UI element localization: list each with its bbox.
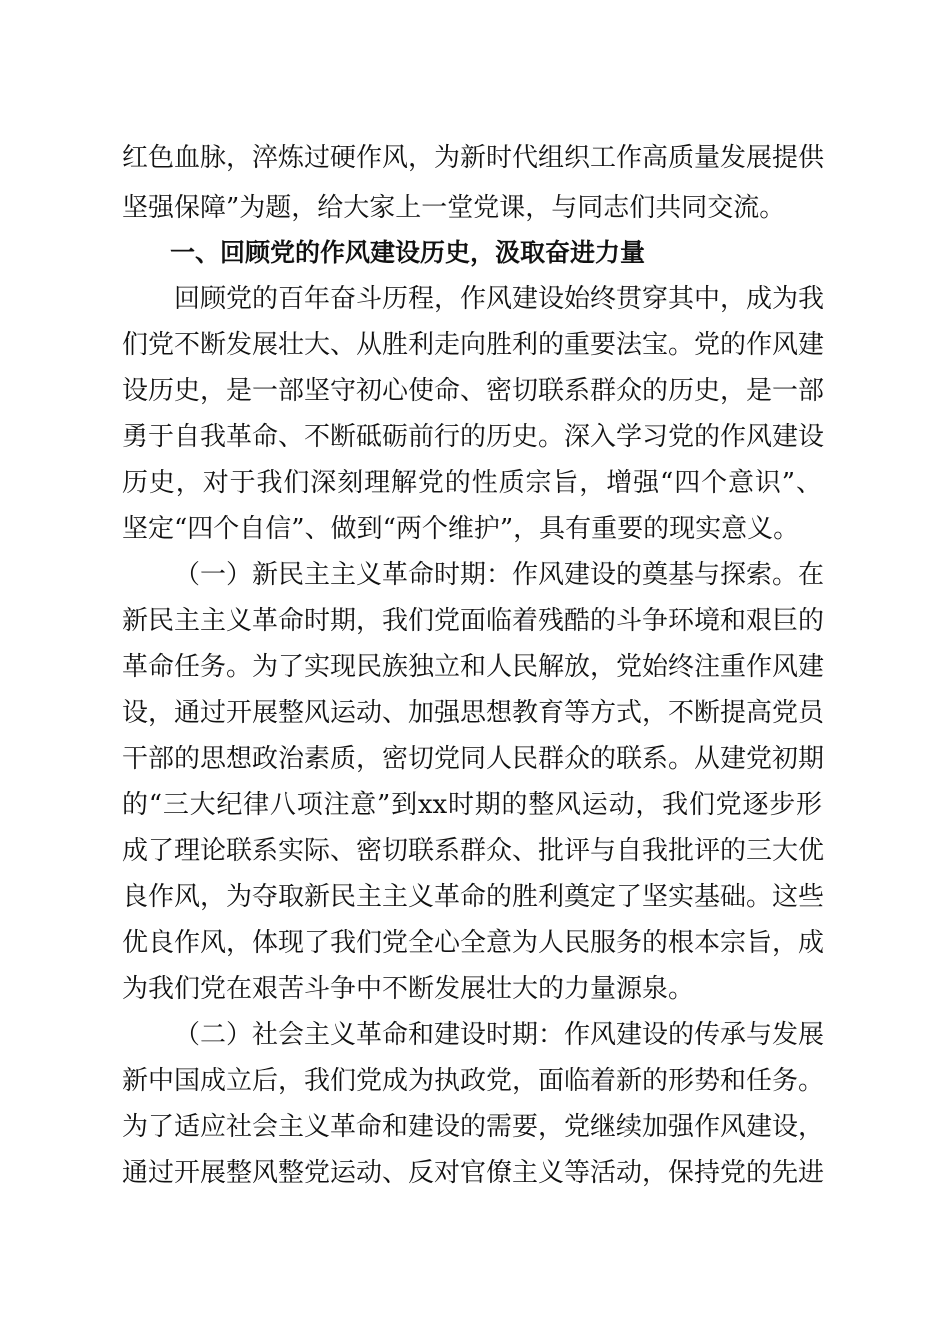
paragraph-line: 革命任务。为了实现民族独立和人民解放，党始终注重作风建 (122, 652, 825, 682)
paragraph-line: 坚定“四个自信”、做到“两个维护”，具有重要的现实意义。 (122, 514, 800, 544)
section-heading: 一、回顾党的作风建设历史，汲取奋进力量 (170, 238, 646, 267)
paragraph-line: 勇于自我革命、不断砥砺前行的历史。深入学习党的作风建设 (122, 422, 825, 452)
paragraph-line: 新民主主义革命时期，我们党面临着残酷的斗争环境和艰巨的 (122, 606, 825, 636)
paragraph-line: 良作风，为夺取新民主主义革命的胜利奠定了坚实基础。这些 (122, 882, 825, 912)
paragraph-line: 干部的思想政治素质，密切党同人民群众的联系。从建党初期 (122, 744, 825, 774)
paragraph-line: 们党不断发展壮大、从胜利走向胜利的重要法宝。党的作风建 (122, 330, 825, 360)
paragraph-line: 通过开展整风整党运动、反对官僚主义等活动，保持党的先进 (122, 1158, 825, 1188)
paragraph-line: 优良作风，体现了我们党全心全意为人民服务的根本宗旨，成 (122, 928, 825, 958)
subsection-heading-line: （一）新民主主义革命时期：作风建设的奠基与探索。在 (174, 560, 825, 590)
paragraph-line: 设，通过开展整风运动、加强思想教育等方式，不断提高党员 (122, 698, 825, 728)
paragraph-line: 历史，对于我们深刻理解党的性质宗旨，增强“四个意识”、 (122, 468, 822, 498)
paragraph-line: 红色血脉，淬炼过硬作风，为新时代组织工作高质量发展提供 (122, 143, 825, 173)
paragraph-line: 为我们党在艰苦斗争中不断发展壮大的力量源泉。 (122, 974, 695, 1004)
paragraph-line: 为了适应社会主义革命和建设的需要，党继续加强作风建设， (122, 1112, 825, 1142)
paragraph-line: 回顾党的百年奋斗历程，作风建设始终贯穿其中，成为我 (174, 284, 825, 314)
paragraph-line: 成了理论联系实际、密切联系群众、批评与自我批评的三大优 (122, 836, 825, 866)
paragraph-line: 设历史，是一部坚守初心使命、密切联系群众的历史，是一部 (122, 376, 825, 406)
paragraph-line: 新中国成立后，我们党成为执政党，面临着新的形势和任务。 (122, 1066, 825, 1096)
paragraph-line: 的“三大纪律八项注意”到xx时期的整风运动，我们党逐步形 (122, 790, 822, 820)
subsection-heading-line: （二）社会主义革命和建设时期：作风建设的传承与发展 (174, 1020, 825, 1050)
paragraph-line: 坚强保障”为题，给大家上一堂党课，与同志们共同交流。 (122, 193, 786, 223)
